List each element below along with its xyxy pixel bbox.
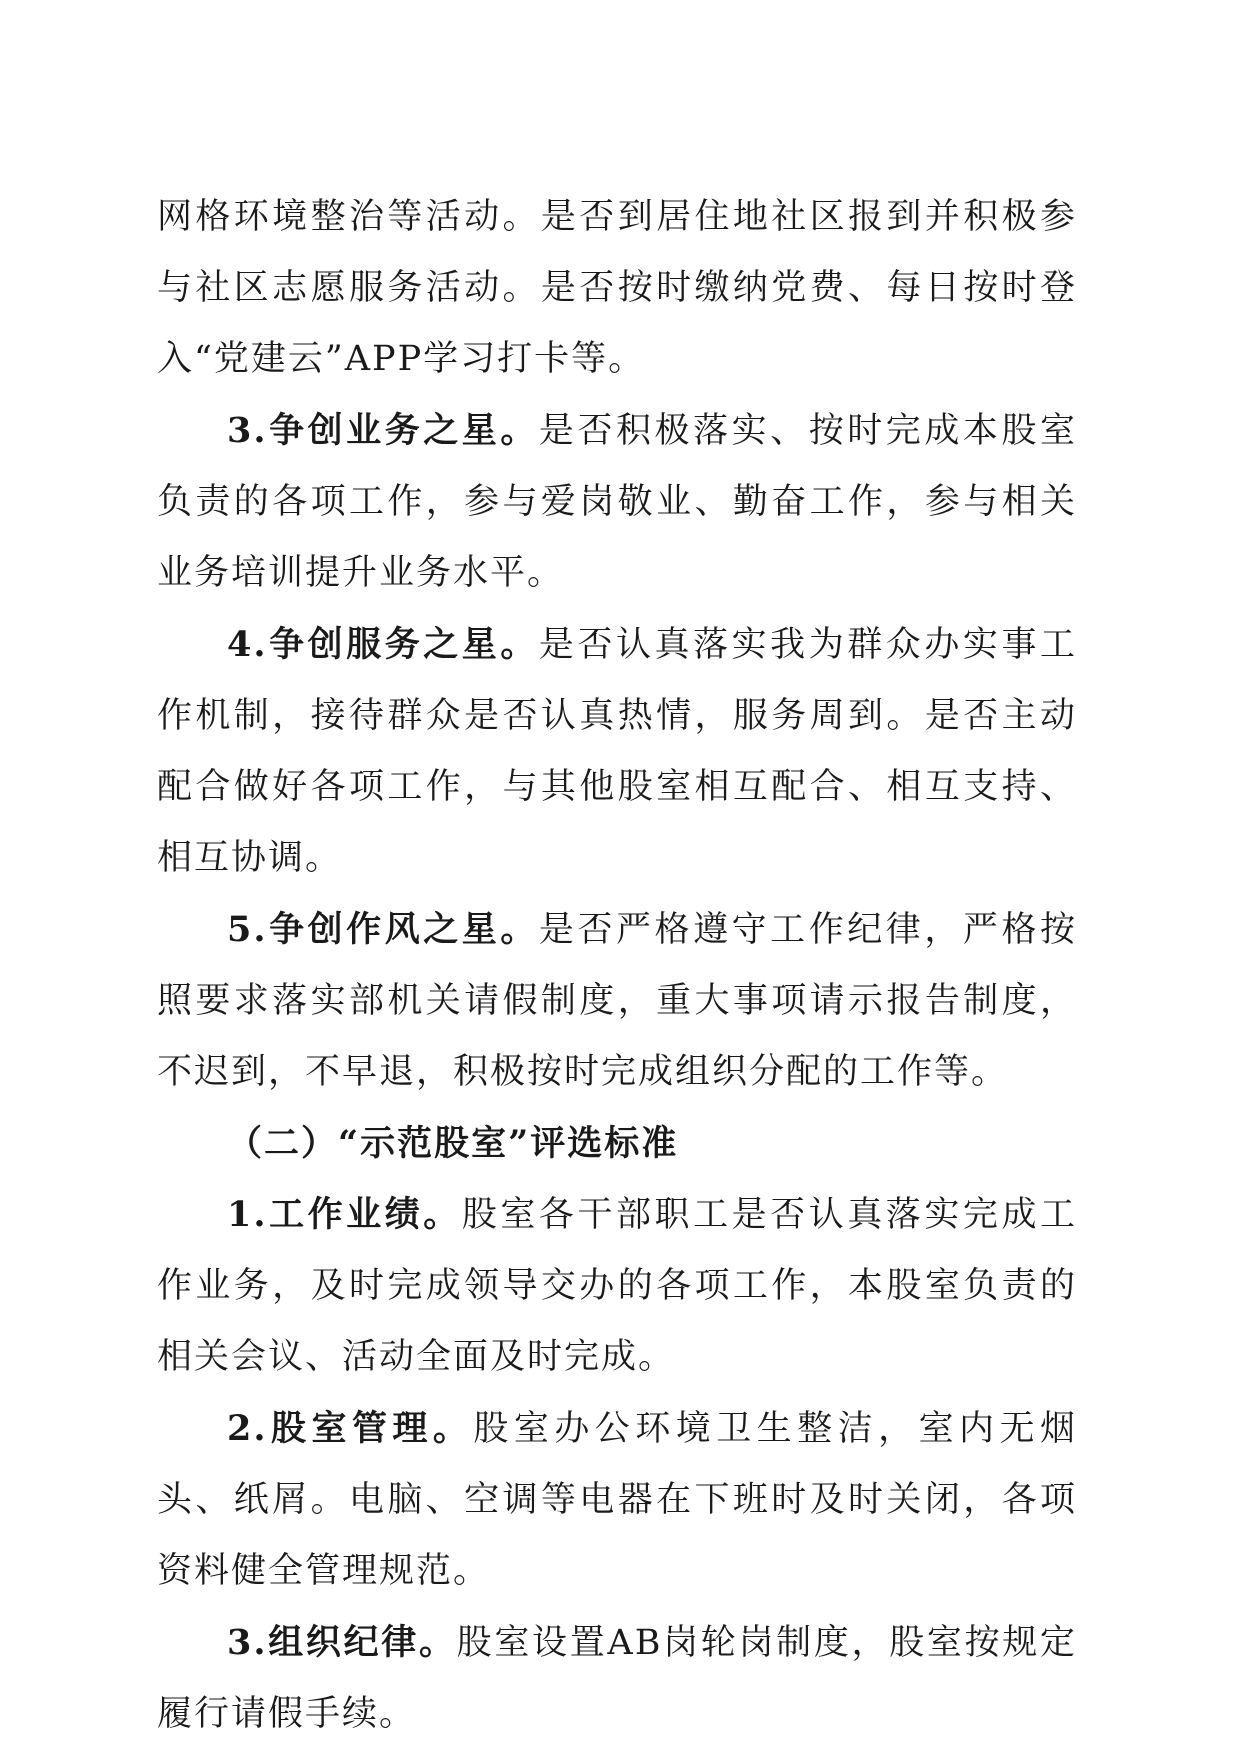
item-title: 5.争创作风之星。 (227, 909, 539, 950)
item-text: 股室办公环境卫生整洁，室内无烟头、纸屑。电脑、空调等电器在下班时及时关闭，各项资料健全管理规范。 (157, 1409, 1077, 1591)
item-text: 股室设置AB岗轮岗制度，股室按规定履行请假手续。 (157, 1623, 1077, 1734)
item-title: 2.股室管理。 (227, 1408, 474, 1449)
paragraph-business-star (157, 395, 1077, 609)
section-heading: （二）“示范股室”评选标准 (227, 1123, 679, 1164)
item-text: 是否认真落实我为群众办实事工作机制，接待群众是否认真热情，服务周到。是否主动配合做好各项工作，与其他股室相互配合、相互支持、相互协调。 (157, 625, 1077, 878)
item-text: 是否积极落实、按时完成本股室负责的各项工作，参与爱岗敬业、勤奋工作，参与相关业务培训提升业务水平。 (157, 411, 1077, 593)
paragraph-continuation (157, 182, 1077, 395)
paragraph-conduct-star (157, 894, 1077, 1108)
item-title: 3.争创业务之星。 (227, 410, 539, 451)
item-title: 3.组织纪律。 (227, 1622, 457, 1663)
item-text: 是否严格遵守工作纪律，严格按照要求落实部机关请假制度，重大事项请示报告制度，不迟到，不早退，积极按时完成组织分配的工作等。 (157, 910, 1077, 1092)
paragraph-office-management (157, 1393, 1077, 1607)
document-page (157, 182, 1077, 1750)
paragraph-work-performance (157, 1179, 1077, 1393)
paragraph-discipline (157, 1607, 1077, 1750)
paragraph-text: 网格环境整治等活动。是否到居住地社区报到并积极参与社区志愿服务活动。是否按时缴纳党费、每日按时登入“党建云”APP学习打卡等。 (157, 197, 1077, 379)
paragraph-service-star (157, 609, 1077, 894)
item-text: 股室各干部职工是否认真落实完成工作业务，及时完成领导交办的各项工作，本股室负责的相关会议、活动全面及时完成。 (157, 1195, 1077, 1377)
item-title: 4.争创服务之星。 (227, 624, 539, 665)
item-title: 1.工作业绩。 (227, 1194, 462, 1235)
